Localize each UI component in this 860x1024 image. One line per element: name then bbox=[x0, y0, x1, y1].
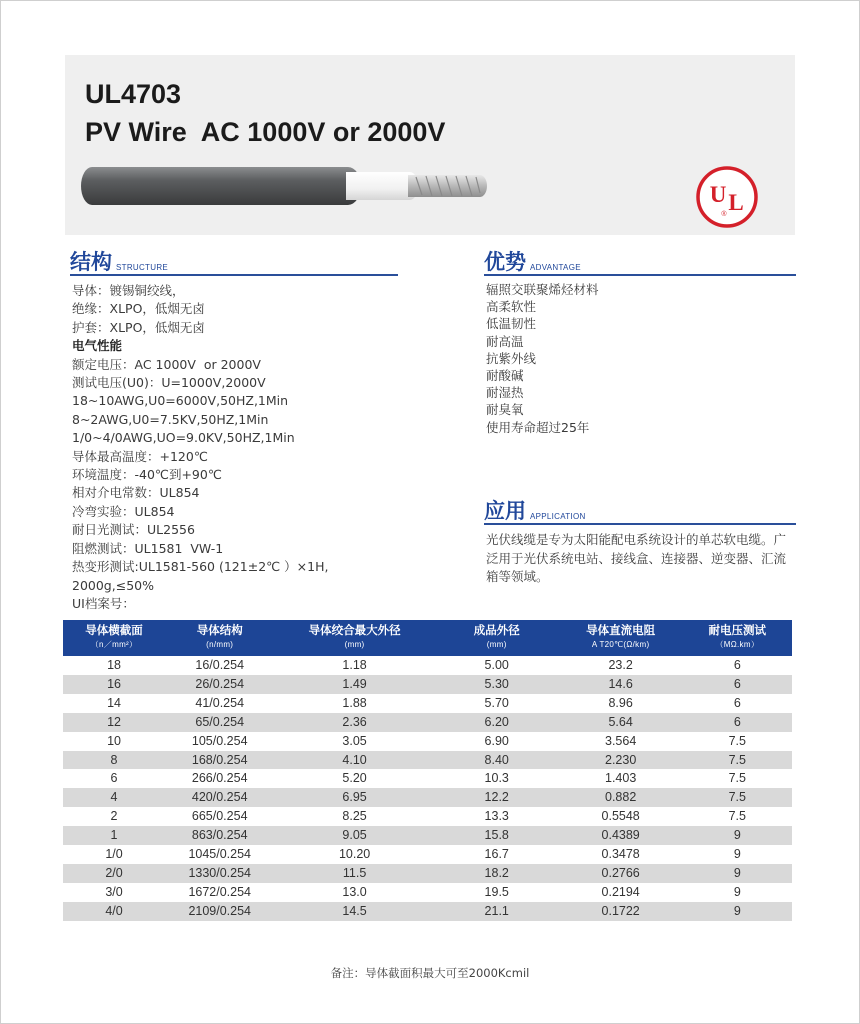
electrical-line: 阻燃测试：UL1581 VW-1 bbox=[72, 540, 224, 556]
advantage-heading bbox=[484, 250, 796, 276]
electrical-line: 测试电压(U0)：U=1000V,2000V bbox=[72, 375, 266, 391]
structure-line: 绝缘：XLPO，低烟无卤 bbox=[72, 301, 205, 317]
table-cell: 6.95 bbox=[274, 788, 434, 807]
application-heading-en: APPLICATION bbox=[530, 512, 586, 521]
advantage-item: 耐湿热 bbox=[486, 385, 524, 401]
advantage-item: 低温韧性 bbox=[486, 316, 537, 332]
table-cell: 2 bbox=[110, 809, 118, 824]
specification-table bbox=[63, 620, 792, 921]
electrical-line: 耐日光测试：UL2556 bbox=[72, 522, 195, 538]
table-cell: 2109/0.254 bbox=[165, 902, 274, 921]
header-voltage-test: 耐电压测试 （MΩ.km） bbox=[683, 620, 792, 656]
table-cell: 9 bbox=[733, 847, 741, 862]
table-cell: 8.25 bbox=[342, 809, 367, 824]
structure-heading bbox=[70, 250, 398, 276]
table-cell: 9 bbox=[683, 864, 792, 883]
table-row bbox=[63, 694, 792, 713]
electrical-line: 额定电压：AC 1000V or 2000V bbox=[72, 356, 261, 372]
electrical-line: 导体最高温度：+120℃ bbox=[72, 448, 208, 464]
table-cell: 18 bbox=[107, 658, 121, 672]
table-cell: 168/0.254 bbox=[165, 751, 274, 770]
table-cell: 0.882 bbox=[559, 788, 683, 807]
table-cell: 6 bbox=[683, 713, 792, 732]
structure-line: 导体：镀锡铜绞线， bbox=[72, 283, 185, 298]
table-header-row bbox=[63, 620, 792, 656]
header-dc-resistance: 导体直流电阻 A T20℃(Ω/km) bbox=[559, 620, 683, 656]
table-row bbox=[63, 902, 792, 921]
advantage-item: 抗紫外线 bbox=[486, 350, 537, 366]
advantage-item: 耐高温 bbox=[486, 333, 524, 349]
application-heading-cn: 应用 bbox=[484, 499, 526, 523]
table-cell: 7.5 bbox=[728, 771, 746, 786]
table-cell: 5.30 bbox=[435, 675, 559, 694]
table-cell: 6 bbox=[110, 771, 118, 786]
advantage-item: 耐酸碱 bbox=[486, 368, 524, 384]
table-cell: 16.7 bbox=[484, 847, 509, 862]
table-cell: 6 bbox=[683, 675, 792, 694]
advantage-item: 耐臭氧 bbox=[486, 402, 524, 418]
table-cell: 3.564 bbox=[605, 733, 637, 748]
table-row bbox=[63, 713, 792, 732]
table-cell: 9 bbox=[683, 826, 792, 845]
table-row bbox=[63, 807, 792, 826]
table-cell: 2.36 bbox=[274, 713, 434, 732]
header-outer-diameter: 成品外径 (mm) bbox=[435, 620, 559, 656]
electrical-line: 8~2AWG,U0=7.5KV,50HZ,1Min bbox=[72, 411, 269, 427]
electrical-heading: 电气性能 bbox=[72, 338, 123, 354]
table-cell: 6.90 bbox=[484, 733, 509, 748]
table-cell: 5.70 bbox=[484, 695, 509, 710]
table-cell: 0.3478 bbox=[601, 847, 640, 862]
table-cell: 0.1722 bbox=[559, 902, 683, 921]
table-cell: 13.3 bbox=[484, 809, 509, 824]
table-cell: 10.3 bbox=[484, 771, 509, 786]
table-cell: 9 bbox=[683, 902, 792, 921]
electrical-line: 2000g,≤50% bbox=[72, 577, 154, 593]
advantage-list bbox=[486, 281, 599, 436]
table-cell: 7.5 bbox=[683, 751, 792, 770]
table-cell: 1045/0.254 bbox=[188, 847, 251, 862]
header-max-strand-diameter: 导体绞合最大外径 (mm) bbox=[274, 620, 434, 656]
product-title: PV Wire AC 1000V or 2000V bbox=[85, 117, 446, 147]
table-cell: 863/0.254 bbox=[165, 826, 274, 845]
table-cell: 6 bbox=[733, 695, 741, 710]
table-row bbox=[63, 656, 792, 675]
structure-line: 护套：XLPO，低烟无卤 bbox=[72, 319, 205, 335]
table-cell: 12.2 bbox=[435, 788, 559, 807]
table-row bbox=[63, 675, 792, 694]
table-cell: 16 bbox=[63, 675, 165, 694]
table-cell: 9.05 bbox=[274, 826, 434, 845]
header-conductor-structure: 导体结构 (n/mm) bbox=[165, 620, 274, 656]
table-cell: 2/0 bbox=[63, 864, 165, 883]
footnote: 备注：导体截面积最大可至2000Kcmil bbox=[330, 966, 530, 980]
table-cell: 12 bbox=[63, 713, 165, 732]
table-cell: 7.5 bbox=[728, 733, 746, 748]
table-cell: 14.5 bbox=[274, 902, 434, 921]
table-cell: 19.5 bbox=[484, 884, 509, 899]
table-cell: 4.10 bbox=[274, 751, 434, 770]
header-cross-section: 导体横截面 （n／mm²） bbox=[63, 620, 165, 656]
electrical-line: 冷弯实验：UL854 bbox=[72, 503, 175, 519]
table-cell: 7.5 bbox=[728, 809, 746, 824]
table-cell: 6.20 bbox=[435, 713, 559, 732]
table-cell: 8.40 bbox=[435, 751, 559, 770]
cable-illustration bbox=[80, 165, 500, 207]
advantage-item: 使用寿命超过25年 bbox=[486, 419, 590, 435]
table-cell: 14 bbox=[107, 695, 121, 710]
table-cell: 41/0.254 bbox=[195, 695, 245, 710]
table-cell: 2.230 bbox=[559, 751, 683, 770]
table-cell: 420/0.254 bbox=[165, 788, 274, 807]
electrical-line: 18~10AWG,U0=6000V,50HZ,1Min bbox=[72, 393, 289, 409]
table-cell: 1330/0.254 bbox=[165, 864, 274, 883]
structure-list bbox=[72, 282, 328, 613]
table-cell: 23.2 bbox=[608, 658, 633, 672]
table-row bbox=[63, 732, 792, 751]
advantage-heading-en: ADVANTAGE bbox=[530, 263, 581, 272]
table-cell: 0.2766 bbox=[559, 864, 683, 883]
table-cell: 18.2 bbox=[435, 864, 559, 883]
table-cell: 13.0 bbox=[342, 884, 367, 899]
table-row bbox=[63, 883, 792, 902]
table-cell: 105/0.254 bbox=[191, 733, 248, 748]
table-cell: 0.2194 bbox=[601, 884, 640, 899]
table-cell: 65/0.254 bbox=[165, 713, 274, 732]
table-cell: 21.1 bbox=[435, 902, 559, 921]
table-cell: 8 bbox=[63, 751, 165, 770]
structure-heading-cn: 结构 bbox=[70, 250, 112, 274]
advantage-item: 高柔软性 bbox=[486, 299, 537, 315]
table-row bbox=[63, 826, 792, 845]
structure-heading-en: STRUCTURE bbox=[116, 263, 169, 272]
application-text: 光伏线缆是专为太阳能配电系统设计的单芯软电缆。广泛用于光伏系统电站、接线盒、连接器、逆变器、汇流箱等领域。 bbox=[486, 532, 787, 584]
table-cell: 0.5548 bbox=[601, 809, 640, 824]
application-heading bbox=[484, 499, 796, 525]
table-cell: 1672/0.254 bbox=[188, 884, 251, 899]
table-cell: 1/0 bbox=[105, 847, 123, 862]
electrical-line: 热变形测试:UL1581-560 (121±2℃ ）×1H, bbox=[72, 559, 329, 575]
table-cell: 15.8 bbox=[435, 826, 559, 845]
ul-certification-logo bbox=[695, 165, 759, 229]
electrical-line: 相对介电常数：UL854 bbox=[72, 485, 200, 501]
registered-mark: ® bbox=[721, 211, 727, 218]
table-body bbox=[63, 656, 792, 921]
table-cell: 5.00 bbox=[484, 658, 509, 672]
electrical-line: 环境温度：-40℃到+90℃ bbox=[72, 467, 222, 483]
table-cell: 9 bbox=[733, 884, 741, 899]
table-cell: 16/0.254 bbox=[195, 658, 245, 672]
table-cell: 266/0.254 bbox=[191, 771, 248, 786]
table-cell: 26/0.254 bbox=[165, 675, 274, 694]
table-cell: 10.20 bbox=[338, 847, 371, 862]
electrical-line: 1/0~4/0AWG,UO=9.0KV,50HZ,1Min bbox=[72, 430, 295, 446]
table-cell: 665/0.254 bbox=[191, 809, 248, 824]
product-model: UL4703 bbox=[85, 79, 182, 109]
table-row bbox=[63, 751, 792, 770]
table-cell: 1.49 bbox=[274, 675, 434, 694]
table-cell: 14.6 bbox=[559, 675, 683, 694]
table-cell: 4 bbox=[63, 788, 165, 807]
table-row bbox=[63, 845, 792, 864]
table-cell: 3/0 bbox=[105, 884, 123, 899]
table-cell: 5.64 bbox=[559, 713, 683, 732]
table-row bbox=[63, 864, 792, 883]
table-cell: 6 bbox=[733, 658, 741, 672]
table-cell: 3.05 bbox=[342, 733, 367, 748]
table-cell: 1.88 bbox=[342, 695, 367, 710]
advantage-item: 辐照交联聚烯烃材料 bbox=[486, 282, 599, 297]
table-cell: 1.403 bbox=[605, 771, 637, 786]
table-cell: 1 bbox=[63, 826, 165, 845]
table-cell: 10 bbox=[107, 733, 121, 748]
table-cell: 0.4389 bbox=[559, 826, 683, 845]
table-cell: 4/0 bbox=[63, 902, 165, 921]
table-cell: 7.5 bbox=[683, 788, 792, 807]
table-cell: 1.18 bbox=[342, 658, 367, 672]
ul-letter-u: U bbox=[709, 182, 727, 207]
table-row bbox=[63, 788, 792, 807]
advantage-heading-cn: 优势 bbox=[484, 250, 526, 274]
electrical-line: UI档案号： bbox=[72, 595, 135, 611]
table-row bbox=[63, 769, 792, 788]
ul-letter-l: L bbox=[728, 190, 744, 215]
product-banner bbox=[65, 55, 795, 235]
table-cell: 5.20 bbox=[342, 771, 367, 786]
table-cell: 11.5 bbox=[274, 864, 434, 883]
table-cell: 8.96 bbox=[608, 695, 633, 710]
